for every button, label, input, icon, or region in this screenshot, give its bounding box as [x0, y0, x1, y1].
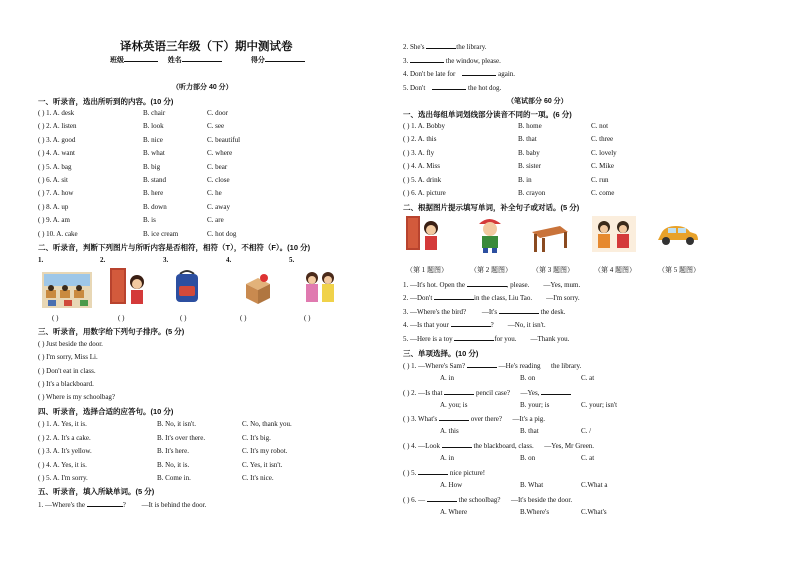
phonics-option[interactable]: B. home — [518, 122, 542, 130]
section-5-title: 五、听录音，填入所缺单词。(5 分) — [38, 487, 155, 496]
question-text: in the class, Liu Tao. — [474, 294, 533, 303]
choice-option[interactable]: C. / — [581, 427, 592, 436]
choice-question — [403, 441, 594, 451]
score-blank[interactable] — [265, 55, 305, 62]
writing-section-3-title: 三、单项选择。(10 分) — [403, 349, 479, 358]
response-option[interactable]: C. It's nice. — [242, 474, 274, 482]
phonics-option: ( ) 6. A. picture — [403, 189, 446, 197]
response-option[interactable]: B. Come in. — [157, 474, 191, 482]
box-picture — [242, 272, 274, 306]
choice-question — [403, 468, 496, 478]
question-text: ( ) 4. —Look — [403, 442, 440, 451]
phonics-option: ( ) 1. A. Bobby — [403, 122, 445, 130]
option-text[interactable]: B. down — [143, 202, 167, 211]
listening-part-label: （听力部分 40 分） — [172, 84, 233, 91]
response-option[interactable]: C. It's big. — [242, 433, 271, 442]
answer-blank[interactable] — [462, 69, 496, 76]
response-option: ( ) 3. A. It's yellow. — [38, 447, 92, 455]
ordering-item[interactable]: ( ) Don't eat in class. — [38, 366, 96, 375]
question-text: 1. —It's hot. Open the — [403, 281, 465, 289]
choice-option[interactable]: A. in — [440, 454, 454, 463]
class-blank[interactable] — [124, 55, 158, 62]
ordering-item[interactable]: ( ) Where is my schoolbag? — [38, 393, 116, 402]
phonics-option: ( ) 2. A. this — [403, 135, 437, 144]
name-label: 姓名 — [167, 57, 182, 64]
option-text[interactable]: B. is — [143, 216, 156, 225]
answer-blank[interactable] — [87, 500, 123, 507]
schoolbag-picture — [172, 268, 202, 306]
section-4-title: 四、听录音，选择合适的应答句。(10 分) — [38, 407, 174, 416]
choice-option[interactable]: B. on — [520, 374, 536, 382]
option-text: ( ) 6. A. sit — [38, 176, 68, 184]
choice-question — [403, 388, 571, 398]
writing-section-2-title: 二、根据图片提示填写单词，补全句子或对话。(5 分) — [403, 203, 580, 212]
question-text: , please. — [506, 281, 530, 289]
question-text: —It's beside the door. — [510, 495, 573, 504]
question-text: —It's a pig. — [512, 415, 546, 424]
question-text: ( ) 2. —Is that — [403, 388, 443, 397]
answer-blank[interactable] — [418, 468, 448, 475]
boy-cap-picture — [473, 214, 507, 254]
response-option: ( ) 5. A. I'm sorry. — [38, 474, 88, 482]
desk-picture — [530, 222, 570, 254]
response-option: ( ) 1. A. Yes, it is. — [38, 420, 87, 428]
option-text: ( ) 8. A. up — [38, 202, 69, 211]
question-text: nice picture! — [449, 468, 486, 477]
section-2-title: 二、听录音，判断下列图片与所听内容是否相符，相符（T），不相符（F）。(10 分) — [38, 243, 311, 252]
response-option: ( ) 2. A. It's a cake. — [38, 433, 91, 442]
option-text[interactable]: C. hot dog — [207, 229, 237, 238]
page-title: 译林英语三年级（下）期中测试卷 — [120, 41, 293, 53]
question-text: 2. —Don't — [403, 294, 433, 303]
fill-question-3: 3. the window, please. — [403, 57, 501, 65]
option-text[interactable]: C. beautiful — [207, 135, 241, 144]
ordering-item[interactable]: ( ) It's a blackboard. — [38, 379, 94, 388]
question-text: the blackboard, class. — [473, 442, 534, 451]
answer-blank[interactable] — [426, 42, 456, 49]
option-text: ( ) 10. A. cake — [38, 229, 78, 238]
fill-question-5: 5. Don't the hot dog. — [403, 84, 502, 92]
choice-option[interactable]: A. How — [440, 480, 463, 489]
answer-blank[interactable] — [427, 495, 457, 502]
name-blank[interactable] — [182, 55, 222, 62]
response-option[interactable]: C. No, thank you. — [242, 420, 292, 428]
picture-number: 5. — [289, 256, 295, 264]
option-text[interactable]: C. he — [207, 189, 222, 198]
response-option[interactable]: B. It's over there. — [157, 433, 206, 442]
question-text: 4. —Is that your — [403, 321, 449, 330]
answer-blank[interactable] — [467, 280, 507, 287]
question-text: —Yes, Mr Green. — [544, 442, 595, 451]
option-text[interactable]: B. chair — [143, 109, 166, 117]
picture-number: 1. — [38, 256, 44, 264]
door-girl-picture — [106, 266, 152, 308]
question-text: the desk. — [540, 307, 566, 316]
response-option[interactable]: B. No, it is. — [157, 460, 190, 469]
picture-fill-question — [403, 307, 565, 317]
option-text: ( ) 9. A. am — [38, 216, 70, 225]
question-text: pencil case? — [475, 388, 510, 397]
answer-blank[interactable] — [442, 441, 472, 448]
picture-caption: （第 1 题图） — [406, 266, 448, 274]
question-text: the schoolbag? — [458, 495, 501, 504]
answer-blank[interactable] — [541, 388, 571, 395]
phonics-option[interactable]: B. crayon — [518, 189, 546, 197]
answer-blank[interactable] — [454, 334, 494, 341]
answer-blank[interactable] — [467, 361, 497, 368]
choice-option[interactable]: C. your; isn't — [581, 400, 618, 409]
door-girl-picture — [404, 214, 444, 252]
option-text: ( ) 4. A. want — [38, 149, 75, 158]
question-text: for you. — [494, 334, 517, 343]
writing-part-label: （笔试部分 60 分） — [507, 98, 568, 105]
picture-number: 3. — [163, 256, 169, 264]
ordering-item[interactable]: ( ) I'm sorry, Miss Li. — [38, 353, 98, 362]
picture-fill-question — [403, 280, 580, 290]
question-text: the library. — [551, 362, 582, 370]
option-text[interactable]: B. look — [143, 122, 164, 131]
answer-blank[interactable] — [444, 388, 474, 395]
section-1-title: 一、听录音，选出所听到的内容。(10 分) — [38, 97, 174, 106]
choice-option[interactable]: B. that — [520, 427, 539, 436]
question-text: over there? — [470, 415, 502, 424]
phonics-option: ( ) 4. A. Miss — [403, 162, 440, 171]
phonics-option[interactable]: C. three — [591, 135, 614, 144]
choice-option[interactable]: B. What — [520, 480, 544, 489]
picture-number: 4. — [226, 256, 232, 264]
option-text: ( ) 5. A. bag — [38, 162, 72, 171]
choice-option[interactable]: B. your; is — [520, 400, 550, 409]
student-info — [110, 55, 305, 65]
picture-caption: （第 3 题图） — [532, 266, 574, 274]
question-text: ? — [490, 321, 494, 330]
picture-number: 2. — [100, 256, 106, 264]
phonics-option[interactable]: C. lovely — [591, 148, 617, 157]
question-text: —No, it isn't. — [507, 321, 546, 330]
question-text: ( ) 3. What's — [403, 415, 438, 424]
answer-parentheses[interactable]: ( ) — [304, 314, 311, 322]
question-text: —Thank you. — [530, 334, 570, 343]
answer-parentheses[interactable]: ( ) — [52, 314, 59, 322]
option-text[interactable]: C. away — [207, 202, 230, 211]
option-text[interactable]: B. big — [143, 162, 161, 171]
choice-question — [403, 414, 545, 424]
fill-question-1: 1. —Where's the ? —It is behind the door. — [38, 501, 207, 509]
option-text: ( ) 1. A. desk — [38, 109, 75, 117]
phonics-option[interactable]: B. baby — [518, 148, 540, 157]
choice-option[interactable]: C.What a — [581, 480, 608, 489]
phonics-option: ( ) 5. A. drink — [403, 175, 442, 184]
section-3-title: 三、听录音，用数字给下列句子排序。(5 分) — [38, 327, 185, 336]
question-text: —It's — [481, 307, 498, 316]
phonics-option[interactable]: C. Mike — [591, 162, 614, 171]
choice-option[interactable]: A. this — [440, 427, 459, 436]
answer-blank[interactable] — [451, 320, 491, 327]
answer-blank[interactable] — [434, 293, 474, 300]
response-option[interactable]: C. It's my robot. — [242, 447, 288, 455]
choice-option[interactable]: A. in — [440, 374, 454, 382]
option-text[interactable]: B. ice cream — [143, 229, 179, 238]
question-text: —Yes, — [520, 388, 540, 397]
picture-fill-question — [403, 320, 546, 330]
choice-option[interactable]: A. you; is — [440, 400, 468, 409]
option-text[interactable]: B. here — [143, 189, 164, 198]
choice-question — [403, 361, 581, 371]
picture-caption: （第 2 题图） — [470, 266, 512, 274]
writing-section-1-title: 一、选出每组单词划线部分读音不同的一项。(6 分) — [403, 110, 572, 119]
option-text: ( ) 3. A. good — [38, 135, 76, 144]
picture-fill-question — [403, 293, 580, 303]
phonics-option[interactable]: C. not — [591, 122, 609, 130]
question-text: —Yes, mum. — [543, 281, 581, 289]
option-text[interactable]: C. bear — [207, 162, 228, 171]
answer-parentheses[interactable]: ( ) — [118, 314, 125, 322]
ordering-item[interactable]: ( ) Just beside the door. — [38, 340, 103, 348]
option-text[interactable]: B. what — [143, 149, 165, 158]
answer-blank[interactable] — [499, 307, 539, 314]
option-text: ( ) 7. A. how — [38, 189, 74, 198]
class-label: 班级 — [110, 57, 124, 64]
option-text[interactable]: B. stand — [143, 176, 166, 184]
choice-option[interactable]: C. at — [581, 374, 595, 382]
question-text: ( ) 5. — [403, 468, 417, 477]
choice-option[interactable]: A. Where — [440, 507, 468, 516]
answer-parentheses[interactable]: ( ) — [240, 314, 247, 322]
answer-blank[interactable] — [439, 414, 469, 421]
question-text: —I'm sorry. — [546, 294, 580, 303]
option-text[interactable]: C. are — [207, 216, 224, 225]
phonics-option[interactable]: B. in — [518, 175, 532, 184]
car-picture — [654, 222, 700, 248]
choice-option[interactable]: B. on — [520, 454, 536, 463]
option-text[interactable]: C. door — [207, 109, 228, 117]
picture-caption: （第 5 题图） — [658, 266, 700, 274]
answer-blank[interactable] — [410, 56, 444, 63]
phonics-option[interactable]: B. sister — [518, 162, 541, 171]
response-option[interactable]: C. Yes, it isn't. — [242, 460, 283, 469]
choice-option[interactable]: C.What's — [581, 507, 607, 516]
fill-question-2: 2. She's the library. — [403, 43, 487, 51]
score-label: 得分 — [250, 57, 265, 64]
question-text: ( ) 1. —Where's Sam? — [403, 362, 466, 370]
picture-fill-question — [403, 334, 569, 344]
option-text[interactable]: C. where — [207, 149, 233, 158]
two-kids-picture — [592, 216, 636, 252]
question-text: ( ) 6. — — [403, 495, 426, 504]
phonics-option: ( ) 3. A. fly — [403, 148, 435, 157]
question-text: —He's reading — [498, 362, 541, 370]
phonics-option[interactable]: B. that — [518, 135, 537, 144]
option-text[interactable]: B. nice — [143, 135, 163, 144]
answer-parentheses[interactable]: ( ) — [180, 314, 187, 322]
choice-option[interactable]: B.Where's — [520, 507, 550, 516]
response-option[interactable]: B. No, it isn't. — [157, 420, 196, 428]
picture-caption: （第 4 题图） — [594, 266, 636, 274]
phonics-option[interactable]: C. come — [591, 189, 615, 197]
choice-option[interactable]: C. at — [581, 454, 595, 463]
answer-blank[interactable] — [432, 83, 466, 90]
question-text: 5. —Here is a toy — [403, 334, 453, 343]
option-text[interactable]: C. close — [207, 176, 230, 184]
question-text: 3. —Where's the bird? — [403, 307, 467, 316]
response-option[interactable]: B. It's here. — [157, 447, 189, 455]
fill-question-4: 4. Don't be late for again. — [403, 70, 516, 78]
response-option: ( ) 4. A. Yes, it is. — [38, 460, 87, 469]
option-text: ( ) 2. A. listen — [38, 122, 77, 131]
two-girls-picture — [300, 268, 340, 306]
phonics-option[interactable]: C. run — [591, 175, 609, 184]
classroom-picture — [42, 272, 92, 308]
option-text[interactable]: C. see — [207, 122, 225, 131]
choice-question — [403, 495, 572, 505]
